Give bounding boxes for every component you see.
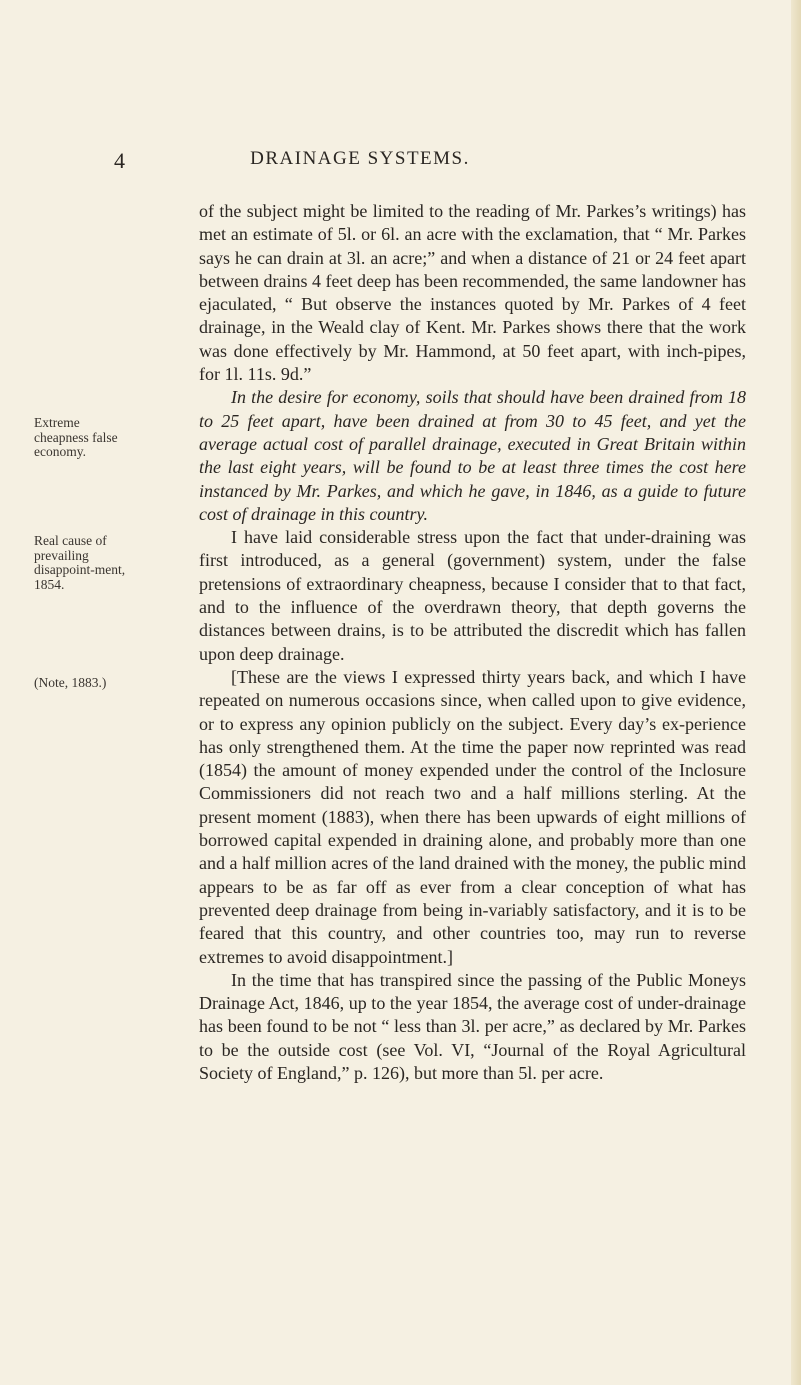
page-number: 4 [114,148,125,173]
margin-note-extreme-cheapness: Extreme cheapness false economy. [34,415,118,459]
page-edge [791,0,801,1385]
paragraph-3: I have laid considerable stress upon the fact that under-draining was first introduced, as a general (government) system, under the false pretensions of extraordinary cheapness, because I consider that to that fact, and to the influence of the overdrawn theory, that depth governs the distances between drains, is to be attributed the discredit which has fallen upon deep drainage. [199,527,746,664]
paragraph-4-note: [These are the views I expressed thirty years back, and which I have repeated on numerous occasions since, when called upon to give evidence, or to express any opinion publicly on the subject. Every day’s ex-perience has only strengthened them. At the time the paper now reprinted was read (1854) the amount of money expended under the control of the Inclosure Commissioners did not reach two and a half millions sterling. At the present moment (1883), when there has been upwards of eight millions of borrowed capital expended in draining alone, and probably more than one and a half million acres of the land drained with the money, the public mind appears to be as far off as ever from a clear conception of what has prevented deep drainage from being in-variably satisfactory, and it is to be feared that this country, and other countries too, may run to reverse extremes to avoid disappointment.] [199,666,746,967]
body-text [199,200,746,1085]
margin-note-1883: (Note, 1883.) [34,675,107,690]
paragraph-2-italic [199,386,746,526]
page-header [0,148,801,178]
paragraph-1: of the subject might be limited to the reading of Mr. Parkes’s writings) has met an estimate of 5l. or 6l. an acre with the exclamation, that “ Mr. Parkes says he can drain at 3l. an acre;” and when a distance of 21 or 24 feet apart between drains 4 feet deep has been recommended, the same landowner has ejaculated, “ But observe the instances quoted by Mr. Parkes of 4 feet drainage, in the Weald clay of Kent. Mr. Parkes shows there that the work was done effectively by Mr. Hammond, at 50 feet apart, with inch-pipes, for 1l. 11s. 9d.” [199,201,746,385]
paragraph-5: In the time that has transpired since the passing of the Public Moneys Drainage Act, 1846, up to the year 1854, the average cost of under-drainage has been found to be not “ less than 3l. per acre,” as declared by Mr. Parkes to be the outside cost (see Vol. VI, “Journal of the Royal Agricultural Society of England,” p. 126), but more than 5l. per acre. [199,969,746,1083]
margin-note-real-cause: Real cause of prevailing disappoint-ment, 1854. [34,533,126,592]
running-title: DRAINAGE SYSTEMS. [250,148,470,169]
italic-passage: In the desire for economy, soils that should have been drained from 18 to 25 feet apart, have been drained at from 30 to 45 feet, and yet the average actual cost of parallel drainage, executed in Great Britain within the last eight years, will be found to be at least three times the cost here instanced by Mr. Parkes, and which he gave, in 1846, as a guide to future cost of drainage in this country. [199,387,746,524]
